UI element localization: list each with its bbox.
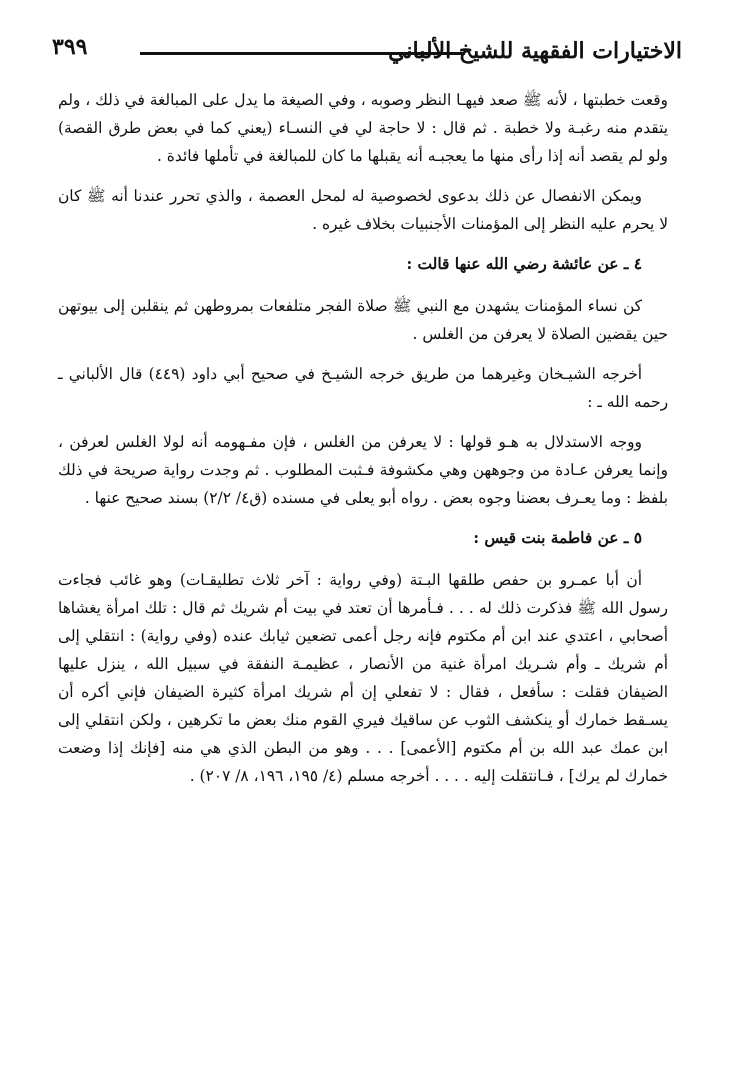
paragraph-2: ويمكن الانفصال عن ذلك بدعوى لخصوصية له لمحل العصمة ، والذي تحرر عندنا أنه ﷺ كان لا يحرم عليه النظر إلى المؤمنات الأجنبيات بخلاف غيره . — [58, 187, 668, 233]
paragraph-6: أن أبا عمـرو بن حفص طلقها البـتة (وفي رواية : آخر ثلاث تطليقـات) وهو غائب فجاءت رسول الله ﷺ فذكرت ذلك له . . . فـأمرها أن تعتد في بيت أم شريك ثم قال : تلك امرأة يغشاها أصحابي ، اعتدي عند ابن أم مكتوم فإنه رجل أعمى تضعين ثيابك عنده (وفي رواية) : انتقلي إلى أم شريك ـ وأم شـريك امرأة غنية من الأنصار ، عظيمـة النفقة في سبيل الله ، ينزل عليها الضيفان فقلت : سأفعل ، فقال : لا تفعلي إن أم شريك امرأة كثيرة الضيفان فإني أكره أن يسـقط خمارك أو ينكشف الثوب عن ساقيك فيري القوم منك بعض ما تكرهين ، ولكن انتقلي إلى ابن عمك عبد الله بن أم مكتوم [الأعمى] . . . وهو من البطن الذي هي منه [فإنك إذا وضعت خمارك لم يرك] ، فـانتقلت إليه . . . . أخرجه مسلم (٤/ ١٩٥، ١٩٦، ٨/ ٢٠٧) . — [58, 571, 668, 785]
page-header — [42, 34, 682, 74]
running-title: الاختيارات الفقهية للشيخ الألباني — [388, 38, 682, 64]
section-4-title: ٤ ـ عن عائشة رضي الله عنها قالت : — [406, 255, 642, 273]
paragraph-1: وقعت خطبتها ، لأنه ﷺ صعد فيهـا النظر وصوبه ، وفي الصيغة ما يدل على المبالغة في ذلك ، ولم يتقدم منه رغبـة ولا خطبة . ثم قال : لا حاجة لي في النسـاء (يعني كما في بعض طرق القصة) ولو لم يقصد أنه إذا رأى منها ما يعجبـه أنه يقبلها ما كان للمبالغة في تأملها فائدة . — [58, 91, 668, 165]
section-5-title: ٥ ـ عن فاطمة بنت قيس : — [473, 529, 642, 547]
paragraph-5: ووجه الاستدلال به هـو قولها : لا يعرفن من الغلس ، فإن مفـهومه أنه لولا الغلس لعرفن ، وإنما يعرفن عـادة من وجوههن وهي مكشوفة فـثبت المطلوب . ثم وجدت رواية صريحة في ذلك بلفظ : وما يعـرف بعضنا وجوه بعض . رواه أبو يعلى في مسنده (ق٤/ ٢/٢) بسند صحيح عنها . — [58, 433, 668, 507]
paragraph-3: كن نساء المؤمنات يشهدن مع النبي ﷺ صلاة الفجر متلفعات بمروطهن ثم ينقلبن إلى بيوتهن حين يقضين الصلاة لا يعرفن من الغلس . — [58, 297, 668, 343]
paragraph-4: أخرجه الشيـخان وغيرهما من طريق خرجه الشيـخ في صحيح أبي داود (٤٤٩) قال الألباني ـ رحمه الله ـ : — [58, 365, 668, 411]
page-body — [58, 86, 668, 802]
page-number: ٣٩٩ — [52, 34, 88, 60]
